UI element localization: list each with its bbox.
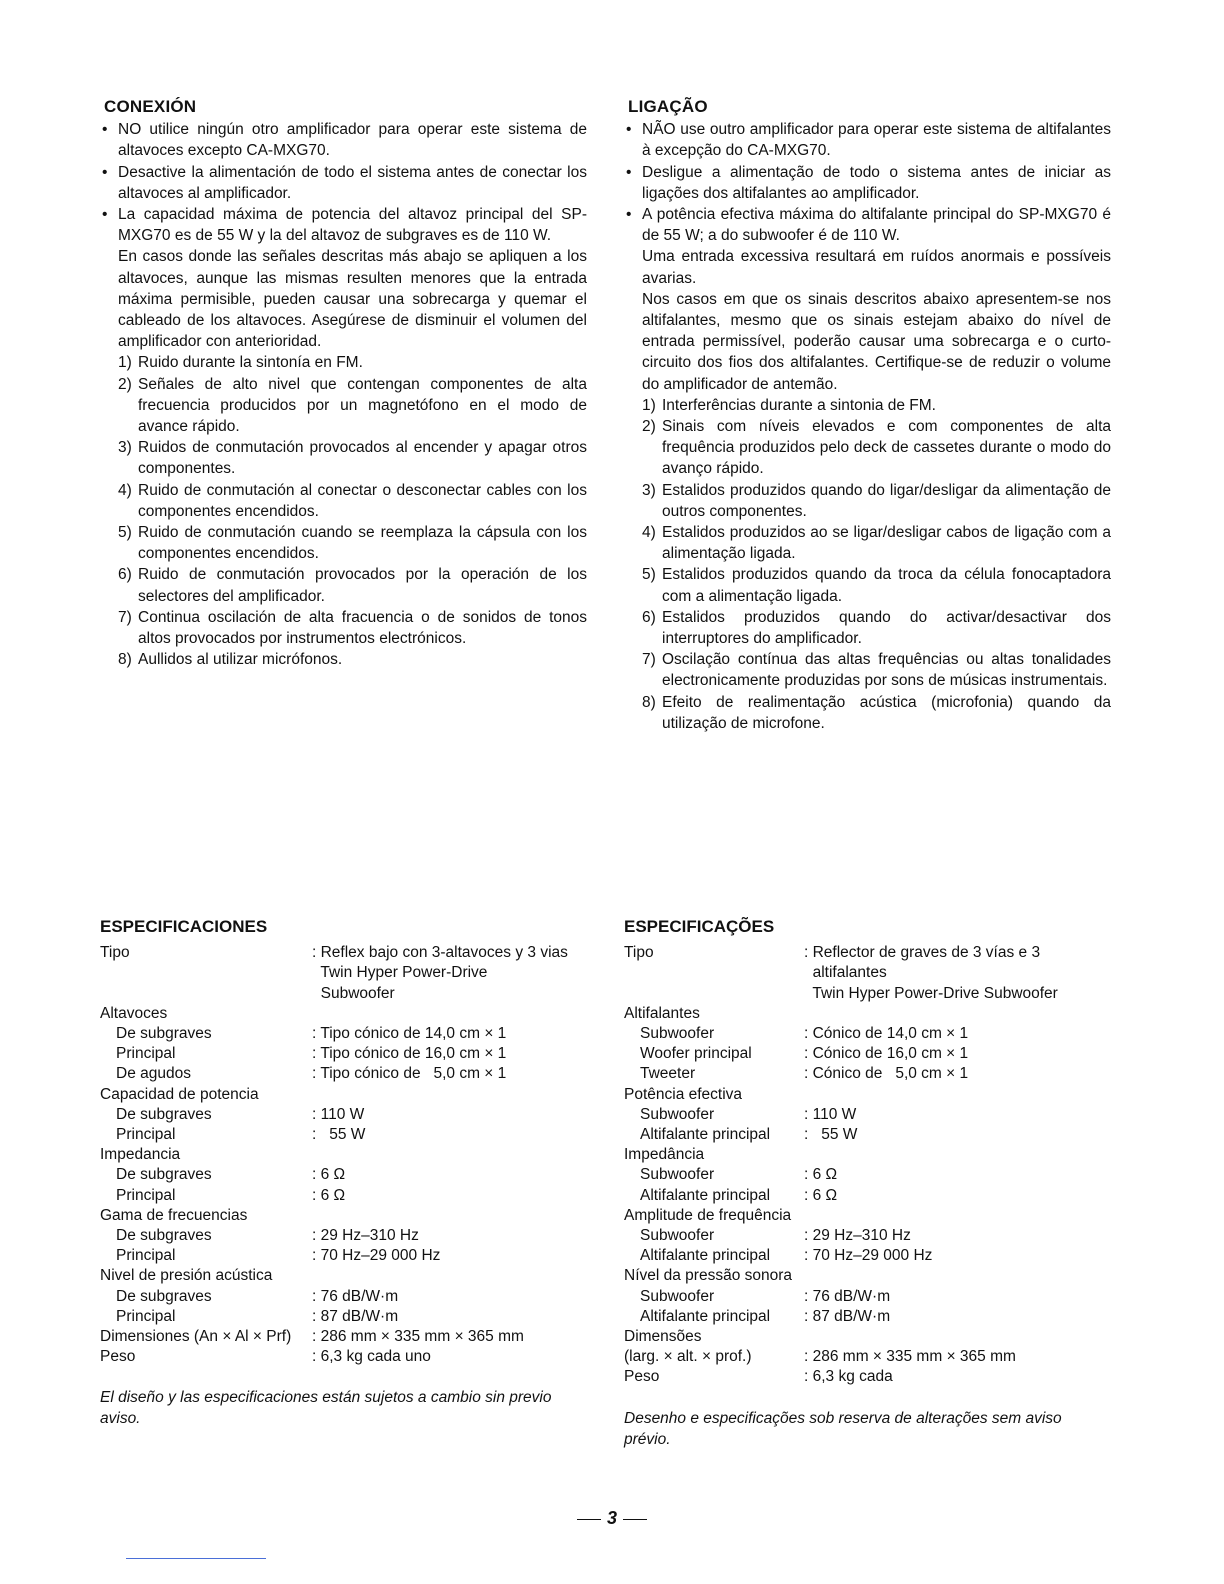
table-row bbox=[100, 984, 587, 1004]
warning-paragraph: En casos donde las señales descritas más abajo se apliquen a los altavoces, aunque las mismas resulten menores que la entrada máxima permisible, pueden causar una sobrecarga y quemar el cableado de los altavoces. Asegúrese de disminuir el volumen del amplificador con anterioridad. bbox=[118, 248, 587, 351]
spec-label: Capacidad de potencia bbox=[100, 1085, 259, 1103]
table-row bbox=[624, 1287, 1111, 1307]
spec-label: Altifalante principal bbox=[640, 1247, 771, 1265]
spec-label: Altifalante principal bbox=[640, 1126, 771, 1144]
table-row bbox=[100, 1165, 587, 1185]
table-row bbox=[100, 1186, 587, 1206]
especificaciones-section bbox=[100, 916, 587, 1429]
spec-label: De subgraves bbox=[116, 1105, 212, 1123]
spec-label: Peso bbox=[624, 1368, 660, 1386]
spec-value: : 6 Ω bbox=[804, 1186, 838, 1204]
table-row bbox=[100, 1044, 587, 1064]
spec-value: : 55 W bbox=[804, 1126, 858, 1144]
spec-value: Twin Hyper Power-Drive Subwoofer bbox=[804, 984, 1058, 1002]
table-row bbox=[624, 1004, 1111, 1024]
table-row bbox=[100, 1125, 587, 1145]
spec-value: : 110 W bbox=[804, 1105, 857, 1123]
spec-label: (larg. × alt. × prof.) bbox=[624, 1348, 752, 1366]
especificacoes-heading: ESPECIFICAÇÕES bbox=[624, 917, 775, 936]
spec-label: Amplitude de frequência bbox=[624, 1206, 792, 1224]
table-row bbox=[100, 1105, 587, 1125]
list-item: 6) Ruido de conmutación provocados por la operación de los selectores del amplificador. bbox=[118, 566, 587, 605]
spec-value: : 70 Hz–29 000 Hz bbox=[804, 1247, 933, 1265]
spec-value: : 76 dB/W·m bbox=[804, 1287, 891, 1305]
especificaciones-heading: ESPECIFICACIONES bbox=[100, 917, 268, 936]
spec-value: : 87 dB/W·m bbox=[312, 1307, 399, 1325]
spec-label: Impedância bbox=[624, 1146, 705, 1164]
ligacao-section bbox=[624, 96, 1111, 734]
spec-label: Nivel de presión acústica bbox=[100, 1267, 273, 1285]
disclaimer-note: Desenho e especificações sob reserva de alterações sem aviso prévio. bbox=[624, 1409, 1062, 1448]
spec-label: Dimensiones (An × Al × Prf) bbox=[100, 1328, 292, 1346]
spec-value: : 286 mm × 335 mm × 365 mm bbox=[804, 1348, 1016, 1366]
spec-value: : 87 dB/W·m bbox=[804, 1307, 891, 1325]
list-item: 5) Ruido de conmutación cuando se reemplaza la cápsula con los componentes encendidos. bbox=[118, 524, 587, 563]
table-row bbox=[624, 1266, 1111, 1286]
table-row bbox=[100, 1347, 587, 1367]
spec-label: Altifalante principal bbox=[640, 1307, 771, 1325]
especificacoes-section bbox=[624, 916, 1111, 1450]
list-item: 4) Estalidos produzidos ao se ligar/desligar cabos de ligação com a alimentação ligada. bbox=[642, 524, 1111, 563]
spec-label: Potência efectiva bbox=[624, 1085, 743, 1103]
table-row bbox=[624, 1105, 1111, 1125]
spec-value: : 70 Hz–29 000 Hz bbox=[312, 1247, 441, 1265]
table-row bbox=[624, 1085, 1111, 1105]
spec-label: Impedancia bbox=[100, 1146, 181, 1164]
list-item: • A potência efectiva máxima do altifalante principal do SP-MXG70 é de 55 W; a do subwoofer é de 110 W. bbox=[624, 204, 1111, 246]
spec-value: : Tipo cónico de 14,0 cm × 1 bbox=[312, 1025, 507, 1043]
spec-label: Altavoces bbox=[100, 1004, 168, 1022]
table-row bbox=[624, 1226, 1111, 1246]
spec-label: Principal bbox=[116, 1307, 176, 1325]
spec-label: De subgraves bbox=[116, 1025, 212, 1043]
table-row bbox=[100, 963, 587, 983]
table-row bbox=[624, 1024, 1111, 1044]
spec-label: Subwoofer bbox=[640, 1166, 715, 1184]
list-item: 1) Ruido durante la sintonía en FM. bbox=[118, 354, 363, 372]
list-item: 5) Estalidos produzidos quando da troca da célula fonocaptadora com a alimentação ligada. bbox=[642, 566, 1111, 605]
divider bbox=[126, 1558, 266, 1559]
spec-label: Tipo bbox=[100, 944, 130, 962]
spec-table bbox=[100, 943, 587, 1367]
list-item: 2) Señales de alto nivel que contengan componentes de alta frecuencia producidos por un magnetófono en el modo de avance rápido. bbox=[118, 375, 587, 436]
spec-label: De agudos bbox=[116, 1065, 191, 1083]
list-item: 7) Continua oscilación de alta fracuencia o de sonidos de tonos altos provocados por instrumentos electrónicos. bbox=[118, 608, 587, 648]
table-row bbox=[624, 943, 1111, 963]
list-item: 3) Estalidos produzidos quando do ligar/desligar da alimentação de outros componentes. bbox=[642, 481, 1111, 520]
list-item: • Desligue a alimentação de todo o sistema antes de iniciar as ligações dos altifalantes ao amplificador. bbox=[624, 162, 1111, 204]
spec-value: : 110 W bbox=[312, 1105, 365, 1123]
table-row bbox=[624, 1165, 1111, 1185]
spec-label: Subwoofer bbox=[640, 1025, 715, 1043]
table-row bbox=[624, 1347, 1111, 1367]
spec-label: Tipo bbox=[624, 944, 654, 962]
spec-label: Principal bbox=[116, 1247, 176, 1265]
list-item: 4) Ruido de conmutación al conectar o desconectar cables con los componentes encendidos. bbox=[118, 481, 587, 520]
table-row bbox=[624, 1307, 1111, 1327]
spec-value: : Cónico de 16,0 cm × 1 bbox=[804, 1045, 969, 1063]
spec-value: : Reflector de graves de 3 vías e 3 bbox=[804, 944, 1041, 962]
disclaimer-note: El diseño y las especificaciones están sujetos a cambio sin previo aviso. bbox=[100, 1389, 552, 1428]
spec-label: De subgraves bbox=[116, 1166, 212, 1184]
conexion-heading: CONEXIÓN bbox=[104, 97, 197, 116]
table-row bbox=[624, 1145, 1111, 1165]
spec-label: Nível da pressão sonora bbox=[624, 1267, 793, 1285]
table-row bbox=[624, 1186, 1111, 1206]
table-row bbox=[624, 1246, 1111, 1266]
table-row bbox=[624, 963, 1111, 983]
spec-label: De subgraves bbox=[116, 1287, 212, 1305]
spec-label: Subwoofer bbox=[640, 1105, 715, 1123]
list-item: 3) Ruidos de conmutación provocados al encender y apagar otros componentes. bbox=[118, 439, 587, 478]
spec-label: Principal bbox=[116, 1045, 176, 1063]
list-item: • NO utilice ningún otro amplificador para operar este sistema de altavoces excepto CA-MXG70. bbox=[100, 119, 587, 161]
table-row bbox=[624, 1125, 1111, 1145]
spec-value: : 6,3 kg cada uno bbox=[312, 1348, 431, 1366]
list-item: • Desactive la alimentación de todo el sistema antes de conectar los altavoces al amplificador. bbox=[100, 162, 587, 204]
spec-value: : 29 Hz–310 Hz bbox=[804, 1227, 911, 1245]
spec-value: : 76 dB/W·m bbox=[312, 1287, 399, 1305]
spec-value: : 6 Ω bbox=[312, 1186, 346, 1204]
spec-value: : 286 mm × 335 mm × 365 mm bbox=[312, 1328, 524, 1346]
list-item: 6) Estalidos produzidos quando do activar/desactivar dos interruptores do amplificador. bbox=[642, 608, 1111, 648]
spec-label: Woofer principal bbox=[640, 1045, 752, 1063]
table-row bbox=[624, 1044, 1111, 1064]
table-row bbox=[100, 1246, 587, 1266]
list-item: 1) Interferências durante a sintonia de FM. bbox=[642, 396, 936, 414]
spec-value: : 55 W bbox=[312, 1126, 366, 1144]
table-row bbox=[100, 1145, 587, 1165]
spec-label: Principal bbox=[116, 1126, 176, 1144]
spec-value: altifalantes bbox=[804, 964, 887, 982]
table-row bbox=[100, 1085, 587, 1105]
table-row bbox=[624, 1064, 1111, 1084]
table-row bbox=[624, 1327, 1111, 1347]
spec-label: Principal bbox=[116, 1186, 176, 1204]
list-item: • La capacidad máxima de potencia del altavoz principal del SP-MXG70 es de 55 W y la del altavoz de subgraves es de 110 W. bbox=[100, 204, 587, 246]
ligacao-heading: LIGAÇÃO bbox=[628, 97, 708, 116]
spec-value: Subwoofer bbox=[312, 984, 395, 1002]
spec-label: Tweeter bbox=[640, 1065, 696, 1083]
spec-label: Altifalante principal bbox=[640, 1186, 771, 1204]
table-row bbox=[100, 1024, 587, 1044]
list-item: 8) Efeito de realimentação acústica (microfonia) quando da utilização de microfone. bbox=[642, 693, 1111, 732]
spec-label: Altifalantes bbox=[624, 1004, 700, 1022]
spec-label: Peso bbox=[100, 1348, 136, 1366]
spec-value: : 6 Ω bbox=[804, 1166, 838, 1184]
spec-value: : 6,3 kg cada bbox=[804, 1368, 893, 1386]
spec-label: De subgraves bbox=[116, 1227, 212, 1245]
spec-value: Twin Hyper Power-Drive bbox=[312, 964, 488, 982]
table-row bbox=[624, 1206, 1111, 1226]
list-item: 8) Aullidos al utilizar micrófonos. bbox=[118, 651, 343, 669]
table-row bbox=[100, 1226, 587, 1246]
warning-paragraph: Nos casos em que os sinais descritos abaixo apresentem-se nos altifalantes, mesmo que os sinais estejam abaixo do nível de entrada permissível, poderão causar uma sobrecarga e o curto-circuito dos fios dos altifalantes. Certifique-se de reduzir o volume do amplificador de antemão. bbox=[642, 290, 1111, 393]
spec-label: Subwoofer bbox=[640, 1227, 715, 1245]
table-row bbox=[624, 1367, 1111, 1387]
table-row bbox=[100, 1266, 587, 1286]
table-row bbox=[100, 1327, 587, 1347]
table-row bbox=[100, 1307, 587, 1327]
warning-paragraph: Uma entrada excessiva resultará em ruídos anormais e possíveis avarias. bbox=[642, 248, 1111, 287]
spec-value: : Cónico de 14,0 cm × 1 bbox=[804, 1025, 969, 1043]
list-item: 2) Sinais com níveis elevados e com componentes de alta frequência produzidos pelo deck de cassetes durante o modo do avanço rápido. bbox=[642, 418, 1111, 478]
table-row bbox=[624, 984, 1111, 1004]
table-row bbox=[100, 1064, 587, 1084]
page-number: 3 bbox=[0, 1508, 1224, 1529]
spec-table bbox=[624, 943, 1111, 1387]
conexion-section bbox=[100, 96, 587, 670]
spec-label: Gama de frecuencias bbox=[100, 1206, 248, 1224]
spec-value: : Tipo cónico de 16,0 cm × 1 bbox=[312, 1045, 507, 1063]
table-row bbox=[100, 1206, 587, 1226]
spec-value: : Reflex bajo con 3-altavoces y 3 vias bbox=[312, 944, 568, 962]
spec-value: : 29 Hz–310 Hz bbox=[312, 1227, 419, 1245]
table-row bbox=[100, 1004, 587, 1024]
spec-label: Subwoofer bbox=[640, 1287, 715, 1305]
spec-label: Dimensões bbox=[624, 1328, 702, 1346]
list-item: • NÃO use outro amplificador para operar este sistema de altifalantes à excepção do CA-MXG70. bbox=[624, 119, 1111, 161]
table-row bbox=[100, 1287, 587, 1307]
spec-value: : Tipo cónico de 5,0 cm × 1 bbox=[312, 1065, 507, 1083]
list-item: 7) Oscilação contínua das altas frequências ou altas tonalidades electronicamente produzidas por sons de músicas instrumentais. bbox=[642, 651, 1111, 690]
table-row bbox=[100, 943, 587, 963]
spec-value: : Cónico de 5,0 cm × 1 bbox=[804, 1065, 969, 1083]
spec-value: : 6 Ω bbox=[312, 1166, 346, 1184]
